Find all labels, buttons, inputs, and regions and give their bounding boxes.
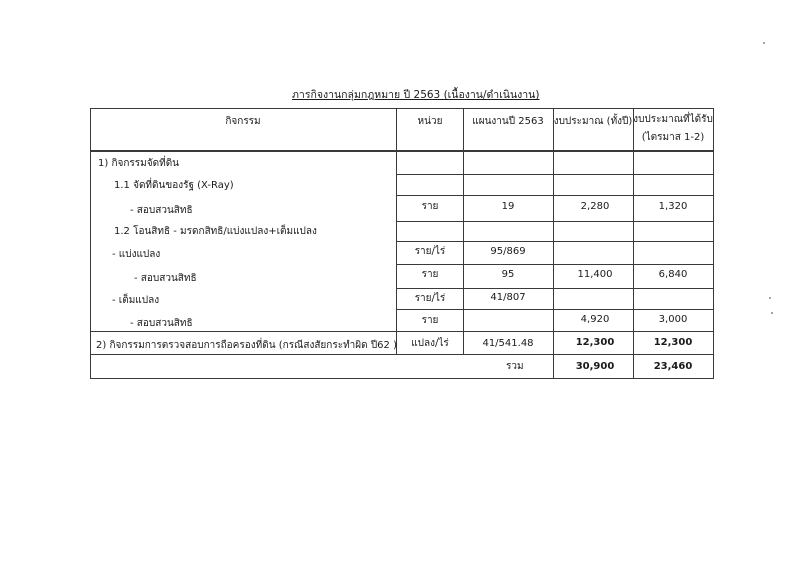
row-divider [396, 309, 714, 310]
budget-cell: 4,920 [580, 314, 610, 325]
row-divider [396, 241, 714, 242]
unit-cell: แปลง/ไร่ [411, 338, 449, 349]
activity-cell: - สอบสวนสิทธิ [134, 273, 197, 284]
row-divider [396, 288, 714, 289]
scan-speck [769, 297, 771, 299]
unit-cell: ราย [421, 269, 439, 280]
column-divider [463, 108, 464, 355]
header-activity: กิจกรรม [225, 116, 261, 127]
total-received: 23,460 [653, 361, 693, 372]
row-divider [396, 174, 714, 175]
column-divider [396, 108, 397, 355]
activity-cell: - สอบสวนสิทธิ [130, 318, 193, 329]
unit-cell: ราย/ไร่ [414, 246, 446, 257]
activity-cell: - แบ่งแปลง [112, 249, 161, 260]
header-unit: หน่วย [417, 116, 443, 127]
unit-cell: ราย/ไร่ [414, 293, 446, 304]
row-divider [90, 354, 714, 355]
column-divider [553, 108, 554, 379]
scan-speck [763, 42, 765, 44]
table-border-top [90, 108, 714, 109]
table-border-left [90, 108, 91, 379]
column-divider [633, 108, 634, 379]
budget-cell: 11,400 [577, 269, 613, 280]
plan-cell: 41/807 [490, 292, 526, 303]
plan-cell: 95 [501, 269, 515, 280]
total-budget: 30,900 [575, 361, 615, 372]
received-cell: 1,320 [658, 201, 688, 212]
scan-speck [771, 312, 773, 314]
received-cell: 6,840 [658, 269, 688, 280]
activity-cell: 1.1 จัดที่ดินของรัฐ (X-Ray) [114, 180, 234, 191]
header-bottom-line [90, 150, 714, 152]
header-received: งบประมาณที่ได้รับ [633, 114, 713, 125]
activity-cell: 1) กิจกรรมจัดที่ดิน [98, 158, 180, 169]
total-label: รวม [506, 361, 524, 372]
received-cell: 12,300 [653, 337, 693, 348]
header-plan: แผนงานปี 2563 [472, 116, 544, 127]
header-received-quarter: (ไตรมาส 1-2) [641, 132, 705, 143]
plan-cell: 41/541.48 [482, 338, 534, 349]
activity-cell: - เต็มแปลง [112, 295, 160, 306]
page-title: ภารกิจงานกลุ่มกฎหมาย ปี 2563 (เนื้องาน/ดำเนินงาน) [292, 89, 540, 101]
activity-table [90, 108, 714, 379]
table-border-right [713, 108, 714, 379]
row-divider [396, 195, 714, 196]
header-budget: งบประมาณ (ทั้งปี) [553, 116, 633, 127]
unit-cell: ราย [421, 315, 439, 326]
budget-cell: 2,280 [580, 201, 610, 212]
budget-cell: 12,300 [575, 337, 615, 348]
plan-cell: 19 [501, 201, 515, 212]
activity-cell: 2) กิจกรรมการตรวจสอบการถือครองที่ดิน (กรณีสงสัยกระทำผิด ปี62 ) [96, 340, 397, 351]
unit-cell: ราย [421, 201, 439, 212]
table-border-bottom [90, 378, 714, 379]
plan-cell: 95/869 [490, 246, 526, 257]
activity-cell: - สอบสวนสิทธิ [130, 205, 193, 216]
received-cell: 3,000 [658, 314, 688, 325]
row-divider [396, 221, 714, 222]
row-divider [396, 264, 714, 265]
activity-cell: 1.2 โอนสิทธิ - มรดกสิทธิ/แบ่งแปลง+เต็มแปลง [114, 226, 317, 237]
row-divider [90, 331, 714, 332]
